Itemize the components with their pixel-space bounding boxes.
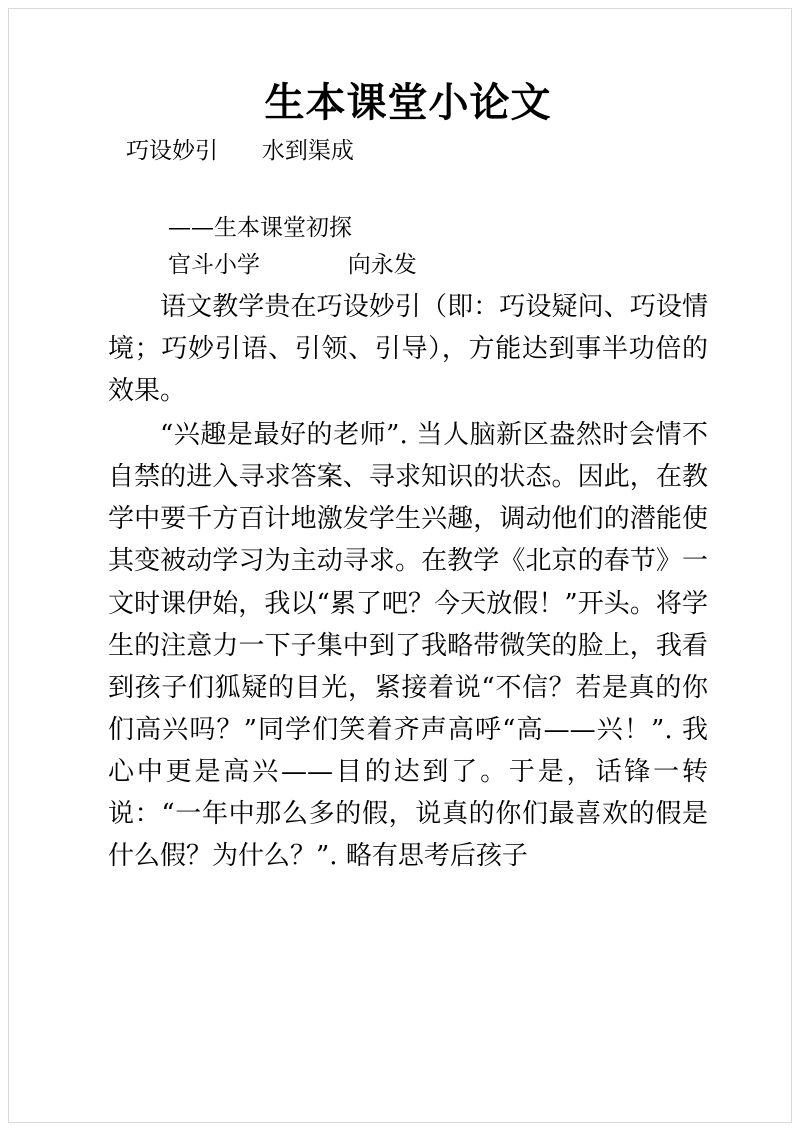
document-content (108, 78, 708, 877)
title-spacer (108, 169, 708, 211)
body-paragraph-2: “兴趣是最好的老师”. 当人脑新区盎然时会情不自禁的进入寻求答案、寻求知识的状态。因此，在教学中要千方百计地激发学生兴趣，调动他们的潜能使其变被动学习为主动寻求。在教学《北京的春节》一文时课伊始，我以“累了吧？今天放假！”开头。将学生的注意力一下子集中到了我略带微笑的脸上，我看到孩子们狐疑的目光，紧接着说“不信？若是真的你们高兴吗？”同学们笑着齐声高呼“高——兴！”. 我心中更是高兴——目的达到了。于是，话锋一转说：“一年中那么多的假，说真的你们最喜欢的假是什么假？为什么？”. 略有思考后孩子 (108, 420, 708, 872)
document-subtitle: 巧设妙引 水到渠成 (126, 138, 354, 164)
page-title: 生本课堂小论文 (264, 79, 552, 126)
document-byline: 官斗小学 向永发 (168, 252, 417, 279)
body-paragraph-1: 语文教学贵在巧设妙引（即：巧设疑问、巧设情境；巧妙引语、引领、引导），方能达到事半功倍的效果。 (108, 291, 708, 406)
document-lead: ——生本课堂初探 (168, 214, 352, 241)
